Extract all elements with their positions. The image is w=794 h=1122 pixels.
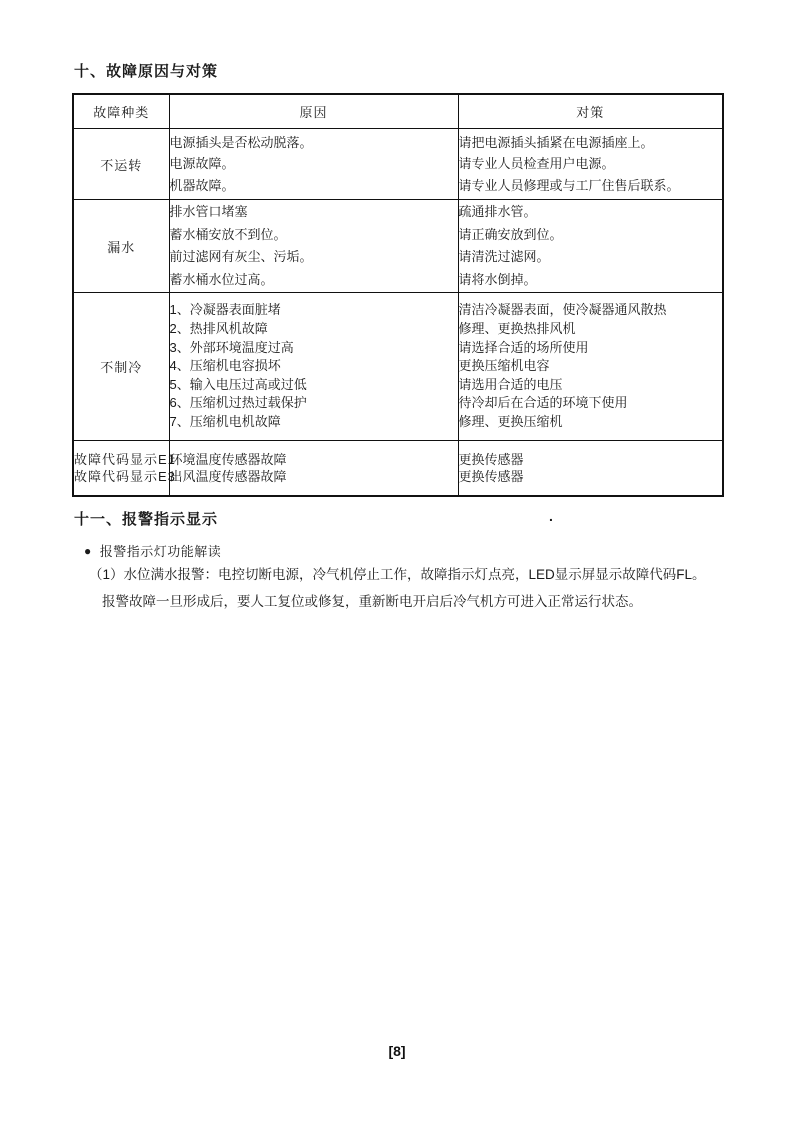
cause-line: 6、压缩机过热过载保护 [169, 395, 307, 411]
cause-line: 出风温度传感器故障 [169, 469, 287, 484]
cause-line: 4、压缩机电容损坏 [169, 358, 281, 374]
solution-line: 修理、更换热排风机 [458, 321, 576, 337]
alarm-bullet-heading [84, 541, 221, 560]
cause-line: 蓄水桶安放不到位。 [169, 226, 287, 242]
solution-line: 请选用合适的电压 [458, 376, 563, 392]
table-row-leaking [73, 200, 723, 293]
bullet-heading-label: 报警指示灯功能解读 [99, 544, 222, 559]
cell-solutions [458, 129, 723, 200]
table-row-not-running [73, 129, 723, 200]
solution-line: 疏通排水管。 [458, 204, 537, 219]
cell-fault-type: 不运转 [73, 129, 169, 200]
cell-causes [169, 293, 458, 441]
cell-causes [169, 129, 458, 200]
cause-line: 机器故障。 [169, 177, 235, 193]
page-number: [8] [388, 1043, 406, 1059]
solution-line: 更换传感器 [458, 451, 524, 467]
header-cause: 原因 [169, 94, 458, 129]
alarm-para-1: （1）水位满水报警：电控切断电源，冷气机停止工作，故障指示灯点亮，LED显示屏显示故障代码FL。 [89, 567, 706, 582]
solution-line: 请正确安放到位。 [458, 226, 563, 242]
solution-line: 请专业人员修理或与工厂住售后联系。 [458, 177, 680, 193]
fault-code-line: 故障代码显示E3 [74, 469, 176, 484]
fault-table [72, 93, 724, 497]
cause-line: 前过滤网有灰尘、污垢。 [169, 249, 313, 264]
solution-line: 更换传感器 [458, 469, 524, 484]
cell-causes [169, 200, 458, 293]
solution-line: 请选择合适的场所使用 [458, 339, 589, 355]
stray-dot: . [549, 508, 553, 524]
cause-line: 排水管口堵塞 [169, 204, 248, 219]
cause-line: 电源故障。 [169, 156, 235, 172]
cell-solutions [458, 441, 723, 497]
table-row-error-codes [73, 441, 723, 497]
cause-line: 3、外部环境温度过高 [169, 339, 294, 355]
solution-line: 请将水倒掉。 [458, 271, 537, 287]
solution-line: 待冷却后在合适的环境下使用 [458, 395, 628, 411]
solution-line: 请清洗过滤网。 [458, 249, 550, 264]
header-solution: 对策 [458, 94, 723, 129]
solution-line: 清洁冷凝器表面，使冷凝器通风散热 [458, 302, 667, 318]
solution-line: 更换压缩机电容 [458, 358, 550, 374]
cell-solutions [458, 293, 723, 441]
cause-line: 1、冷凝器表面脏堵 [169, 302, 281, 318]
cause-line: 环境温度传感器故障 [169, 451, 287, 467]
cell-causes [169, 441, 458, 497]
cell-solutions [458, 200, 723, 293]
header-fault-type: 故障种类 [73, 94, 169, 129]
section11-title: 十一、报警指示显示 [74, 511, 219, 528]
solution-line: 修理、更换压缩机 [458, 413, 563, 429]
fault-code-line: 故障代码显示E1 [74, 451, 176, 467]
cause-line: 5、输入电压过高或过低 [169, 376, 307, 392]
table-header-row [73, 94, 723, 129]
solution-line: 请把电源插头插紧在电源插座上。 [458, 134, 654, 150]
cell-fault-type: 漏水 [73, 200, 169, 293]
cause-line: 蓄水桶水位过高。 [169, 271, 274, 287]
cause-line: 电源插头是否松动脱落。 [169, 134, 313, 150]
cause-line: 7、压缩机电机故障 [169, 413, 281, 429]
cause-line: 2、热排风机故障 [169, 321, 268, 337]
table-row-not-cooling [73, 293, 723, 441]
solution-line: 请专业人员检查用户电源。 [458, 156, 615, 172]
section10-title: 十、故障原因与对策 [74, 63, 219, 80]
bullet-icon: ● [84, 543, 92, 558]
alarm-para-2: 报警故障一旦形成后，要人工复位或修复，重新断电开启后冷气机方可进入正常运行状态。 [102, 594, 642, 609]
cell-fault-type: 不制冷 [73, 293, 169, 441]
cell-fault-type [73, 441, 176, 497]
